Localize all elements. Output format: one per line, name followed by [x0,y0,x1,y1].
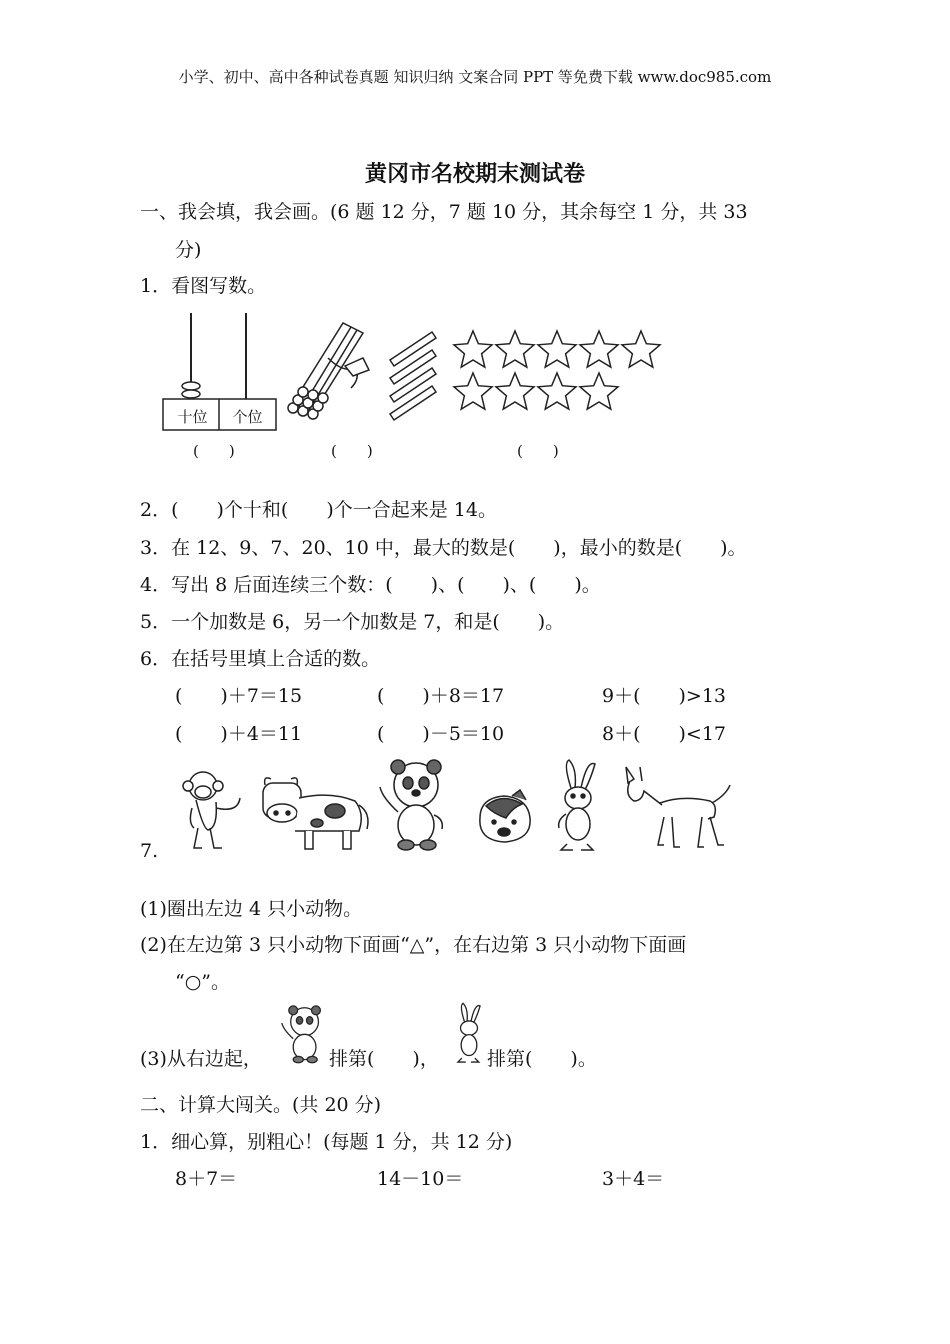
section1-heading-cont: 分) [175,239,202,261]
q1-answer-2[interactable]: ( ) [331,442,373,460]
section2-q1-text: 1．细心算，别粗心！(每题 1 分，共 12 分) [140,1131,513,1153]
rabbit-icon [553,758,603,853]
star-icon [538,331,576,367]
abacus-ones-label: 个位 [232,408,263,426]
star-icon [580,373,618,409]
q1-answer-3[interactable]: ( ) [517,442,559,460]
q6-row1-item2: ( )＋8＝17 [377,685,505,707]
calc-item-2: 14－10＝ [377,1168,464,1190]
q6-text: 6．在括号里填上合适的数。 [140,648,381,670]
q6-row2-item1: ( )＋4＝11 [175,723,303,745]
panda-small-icon [279,1004,327,1064]
q1-answer-1[interactable]: ( ) [193,442,235,460]
star-icon [580,331,618,367]
q1-text: 1．看图写数。 [140,275,267,297]
dog-icon [472,788,537,850]
q7-part3-start: (3)从右边起， [140,1048,262,1070]
cow-icon [255,773,375,853]
q3-text: 3．在 12、9、7、20、10 中，最大的数是( )，最小的数是( )。 [140,537,747,559]
q7-part3-end: 排第( )。 [487,1048,597,1070]
section1-heading: 一、我会填，我会画。(6 题 12 分，7 题 10 分，其余每空 1 分，共 33 [140,201,748,223]
panda-icon [376,757,451,852]
stick-bundle-figure [283,318,383,428]
q7-part3-middle: 排第( )， [329,1048,439,1070]
rabbit-small-icon [452,1002,486,1064]
monkey-icon [178,768,248,853]
star-icon [454,373,492,409]
q2-text: 2．( )个十和( )个一合起来是 14。 [140,499,497,521]
q6-row1-item1: ( )＋7＝15 [175,685,303,707]
star-icon [622,331,660,367]
single-sticks-figure [388,330,448,420]
stars-figure [452,330,667,415]
q6-row2-item3: 8＋( )<17 [602,723,727,745]
q7-number: 7. [140,840,159,862]
q7-part2: (2)在左边第 3 只小动物下面画“△”，在右边第 3 只小动物下面画 [140,934,687,956]
page-header: 小学、初中、高中各种试卷真题 知识归纳 文案合同 PPT 等免费下载 www.doc985.com [178,68,772,86]
q5-text: 5．一个加数是 6，另一个加数是 7，和是( )。 [140,611,565,633]
star-icon [454,331,492,367]
section2-heading: 二、计算大闯关。(共 20 分) [140,1094,382,1116]
abacus-tens-label: 十位 [177,408,208,426]
donkey-icon [622,765,734,853]
q6-row1-item3: 9＋( )>13 [602,685,727,707]
q6-row2-item2: ( )－5＝10 [377,723,505,745]
star-icon [538,373,576,409]
star-icon [496,373,534,409]
q7-part2-cont: “○”。 [175,971,231,993]
q4-text: 4．写出 8 后面连续三个数：( )、( )、( )。 [140,574,601,596]
star-icon [496,331,534,367]
q7-part1: (1)圈出左边 4 只小动物。 [140,898,363,920]
calc-item-3: 3＋4＝ [602,1168,665,1190]
calc-item-1: 8＋7＝ [175,1168,238,1190]
page-title: 黄冈市名校期末测试卷 [364,162,585,187]
